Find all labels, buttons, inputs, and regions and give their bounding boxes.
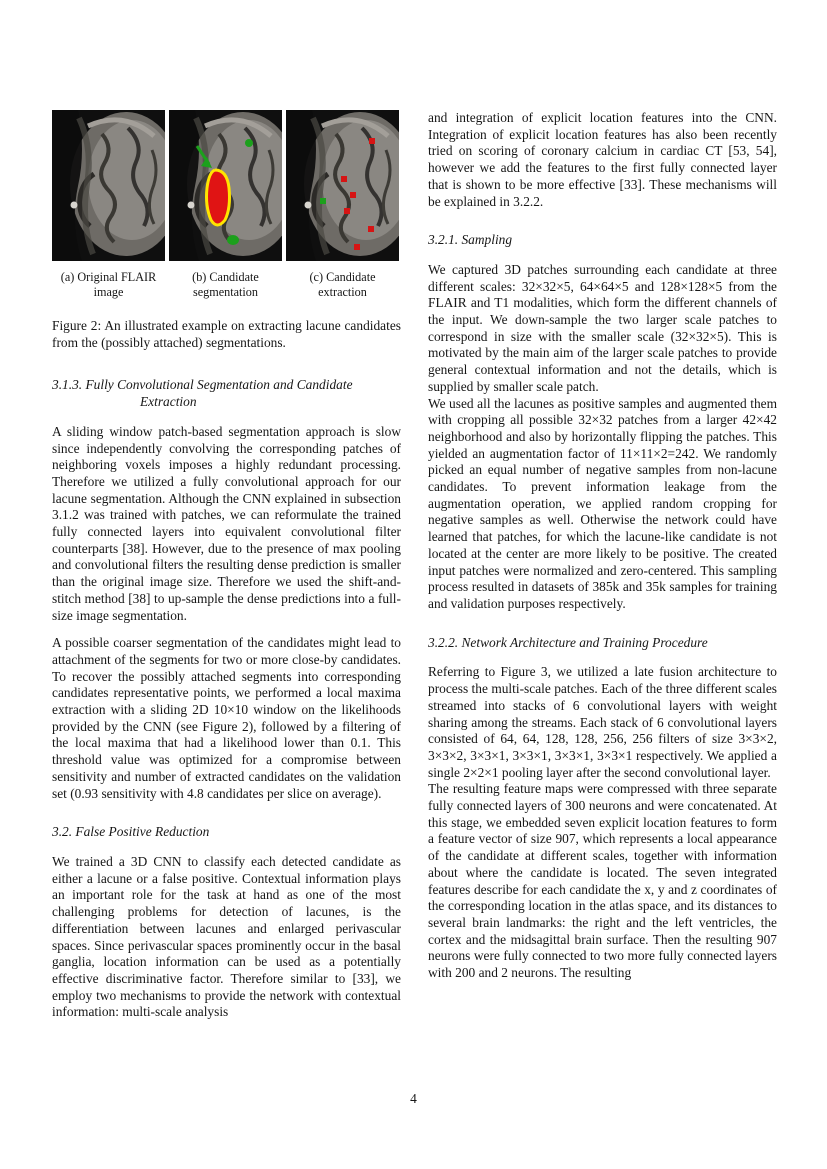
section-heading-3-2-2: 3.2.2. Network Architecture and Training Procedure	[428, 634, 708, 650]
paragraph-3-1-3-b: A possible coarser segmentation of the candidates might lead to attachment of the segments for two or more close-by candidates. To recover the possibly attached segments into corresponding candidates representative points, we performed a local maxima extraction with a sliding 2D 10×10 window on the likelihoods provided by the CNN (see Figure 2), followed by a filtering of the local maxima that had a likelihood lower than 0.1. This threshold value was optimized for a compromise between sensitivity and number of extracted candidates on the validation set (0.93 sensitivity with 4.8 candidates per slice on average).	[52, 635, 401, 801]
green-marker-blob	[227, 235, 239, 245]
figure-panels	[52, 110, 401, 300]
section-heading-3-1-3: 3.1.3. Fully Convolutional Segmentation and Candidate Extraction	[52, 377, 353, 410]
figure-panel-b	[169, 110, 282, 300]
left-column	[52, 110, 401, 1032]
mri-image-candidate-extraction	[286, 110, 399, 261]
section-heading-3-2: 3.2. False Positive Reduction	[52, 824, 210, 840]
page-number: 4	[410, 1091, 417, 1106]
figure-caption: Figure 2: An illustrated example on extracting lacune candidates from the (possibly attached) segmentations.	[52, 318, 401, 350]
green-marker-dot	[245, 139, 253, 147]
right-column	[428, 110, 777, 982]
paragraph-3-1-3-a: A sliding window patch-based segmentation approach is slow since independently convolving the corresponding patches of neighboring voxels imposes a highly redundant processing. Therefore we utilized a fully convolutional approach for our lacune segmentation. Although the CNN explained in subsection 3.1.2 was trained with patches, we can reformulate the trained fully connected layers into equivalent convolutional filter counterparts [38]. However, due to the presence of max pooling and convolutional filters the resulting dense prediction is smaller than the original image size. Therefore we used the shift-and-stitch method [38] to up-sample the dense predictions into a full-size image segmentation.	[52, 423, 401, 623]
figure-panel-c	[286, 110, 399, 300]
paragraph-3-2-2-a: Referring to Figure 3, we utilized a late fusion architecture to process the multi-scale patches. Each of the three different scales streamed into stacks of 6 convolutional layers with weight sharing among the streams. Each stack of 6 convolutional layers consisted of 64, 64, 128, 128, 256, 256 filters of size 3×3×2, 3×3×2, 3×3×1, 3×3×1, 3×3×1, 3×3×1 respectively. We applied a single 2×2×1 pooling layer after the second convolutional layer.	[428, 664, 777, 780]
mri-image-candidate-segmentation	[169, 110, 282, 261]
section-heading-3-2-1: 3.2.1. Sampling	[428, 232, 513, 248]
figure-panel-a	[52, 110, 165, 300]
figure-subcaption-b: (b) Candidate segmentation	[192, 270, 259, 299]
paragraph-3-2-a: We trained a 3D CNN to classify each detected candidate as either a lacune or a false positive. Contextual information plays an important role for the task at hand as one of the most challenging problems for detection of lacunes, is the differentiation between lacunes and enlarged perivascular spaces. Since perivascular spaces prominently occur in the basal ganglia, location information can be used as a potentially effective discriminative factor. Therefore similar to [33], we employ two mechanisms to provide the network with contextual information: multi-scale analysis	[52, 853, 401, 1020]
lacune-segmentation-overlay	[207, 170, 230, 225]
paragraph-3-2-2-b: The resulting feature maps were compressed with three separate fully connected layers of 300 neurons and were concatenated. At this stage, we embedded seven explicit location features to form a feature vector of size 907, which represents a local appearance of the candidate at different scales, together with information about where the candidate is located. The seven integrated features describe for each candidate the x, y and z coordinates of the corresponding location in the atlas space, and its distances to several brain landmarks: the right and the left ventricles, the cortex and the midsagittal brain surface. Then the resulting 907 neurons were fully connected to two more fully connected layers with 200 and 2 neurons. The resulting	[428, 781, 777, 981]
figure-subcaption-c: (c) Candidate extraction	[309, 270, 376, 299]
figure-2	[52, 110, 401, 351]
paragraph-3-2-1-b: We used all the lacunes as positive samples and augmented them with cropping all possible 32×32 patches from a larger 42×42 neighborhood and also by horizontally flipping the patches. This yielded an augmentation factor of 11×11×2=242. We randomly picked an equal number of negative samples from non-lacune candidates. To prevent information leakage from the augmentation operation, we applied random cropping for negative samples as well. Otherwise the network could have learned that patches, for which the lacune-like candidate is not located at the center are more likely to be positive. The created input patches were normalized and zero-centered. This sampling process resulted in datasets of 385k and 35k samples for training and validation purposes respectively.	[428, 395, 777, 611]
mri-image-original-flair	[52, 110, 165, 261]
paragraph-3-2-continued: and integration of explicit location features into the CNN. Integration of explicit location features has also been recently tried on scoring of coronary calcium in cardiac CT [53, 54], however we add the features to the first fully connected layer that is shown to be more effective [33]. These mechanisms will be explained in 3.2.2.	[428, 110, 777, 209]
paragraph-3-2-1-a: We captured 3D patches surrounding each candidate at three different scales: 32×32×5, 64×64×5 and 128×128×5 from the FLAIR and T1 modalities, which form the different channels of the input. We down-sample the two larger scale patches to correspond in size with the smaller scale (32×32×5). This is motivated by the main aim of the larger scale patches to provide general contextual information and not the details, which is supplied by smaller scale patch.	[428, 261, 777, 394]
figure-subcaption-a: (a) Original FLAIR image	[60, 270, 157, 299]
